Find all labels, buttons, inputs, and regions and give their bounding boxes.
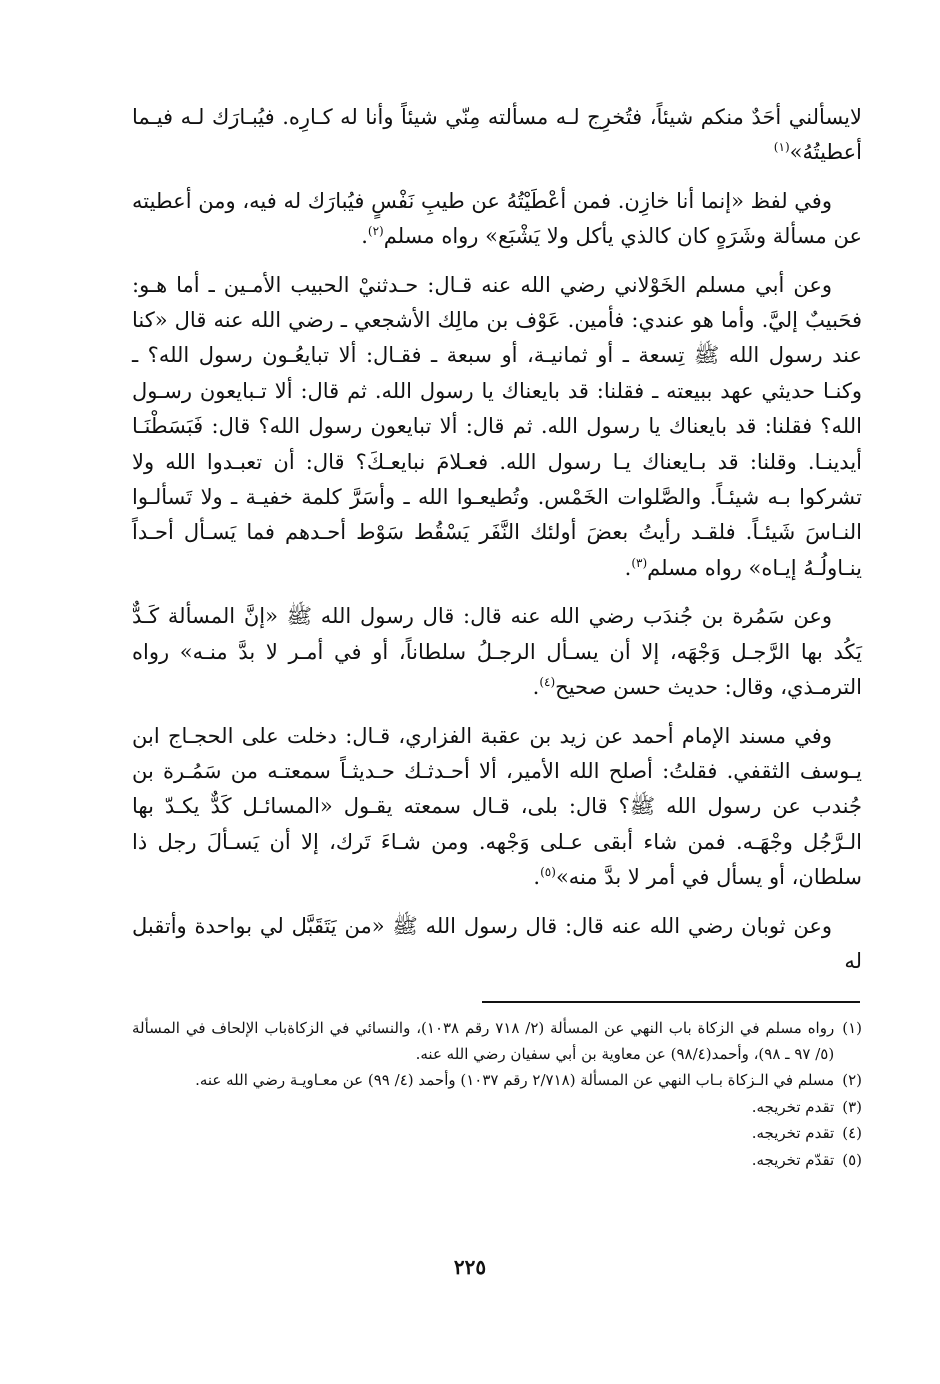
- paragraph: [132, 268, 862, 587]
- footnote-text: رواه مسلم في الزكاة باب النهي عن المسألة (٢/ ٧١٨ رقم ١٠٣٨)، والنسائي في الزكاةباب الإلحاف في المسألة (٥/ ٩٧ ـ ٩٨)، وأحمد(٩٨/٤) عن معاوية بن أبي سفيان رضي الله عنه.: [132, 1019, 835, 1063]
- footnote-marker: (٣): [631, 555, 648, 570]
- footnote-number: (٢): [842, 1071, 862, 1089]
- footnote-divider: [482, 1001, 860, 1003]
- footnote: [132, 1121, 862, 1147]
- paragraph-tail: .: [361, 224, 368, 249]
- footnote-marker: (٢): [367, 224, 384, 239]
- footnote-text: مسلم في الـزكاة بـاب النهي عن المسألة (٢/٧١٨ رقم ١٠٣٧) وأحمد (٤/ ٩٩) عن معـاويـة رضي الله عنه.: [195, 1071, 835, 1089]
- paragraph: [132, 719, 862, 896]
- paragraph-text: وعن سَمُرة بن جُندَب رضي الله عنه قال: قال رسول الله ﷺ «إنَّ المسألة كَـدٌّ يَكُد بها الرَّجـل وَجْهَه، إلا أن يسـأل الرجـلُ سلطاناً، أو في أمـر لا بدَّ منـه» رواه الترمـذي، وقال: حديث حسن صحيح: [132, 604, 862, 700]
- page-number: ٢٢٥: [453, 1255, 487, 1279]
- paragraph: [132, 100, 862, 171]
- paragraph-text: وفي مسند الإمام أحمد عن زيد بن عقبة الفزاري، قـال: دخلت على الحجـاج ابن يـوسف الثقفي. فقلتُ: أصلح الله الأمير، ألا أحـدثـك حـديثـاً سمعتـه من سَمُـرة بن جُندب عن رسول الله ﷺ؟ قال: بلى، قـال سمعته يقـول «المسائـل كَدٌّ يكـدّ بها الـرَّجُل وجْهَـه. فمن شاء أبقى عـلى وَجْهه. ومن شـاءَ تَرك، إلا أن يَسـألَ رجل ذا سلطان، أو يسأل في أمر لا بدَّ منه»: [132, 723, 862, 890]
- footnote-number: (٣): [842, 1097, 862, 1116]
- footnote-marker: (١): [773, 140, 790, 155]
- footnote-marker: (٥): [540, 865, 556, 880]
- footnote-number: (٤): [842, 1124, 862, 1142]
- paragraph-tail: .: [624, 555, 632, 580]
- footnotes: [132, 1016, 862, 1174]
- main-text: [132, 100, 862, 992]
- footnote-text: تقدّم تخريجه.: [751, 1150, 835, 1169]
- footnote-number: (٥): [842, 1150, 862, 1169]
- paragraph-text: وفي لفظ «إنما أنا خازِن. فمن أعْطَيْتُهُ عن طيبِ نَفْسٍ فيُبارَك له فيه، ومن أعطيته عن مسألة وشَرَهٍ كان كالذي يأكل ولا يَشْبَع» رواه مسلم: [132, 188, 862, 249]
- paragraph-text: لايسألني أحَدٌ منكم شيئاً، فتُخرِج لـه مسألته مِنّي شيئاً وأنا له كـارِه. فيُبـارَك لـه فيـما أعطيتُهُ»: [132, 105, 862, 165]
- footnote-marker: (٤): [539, 675, 556, 690]
- footnote: [132, 1148, 862, 1174]
- paragraph: [132, 909, 862, 980]
- paragraph: [132, 599, 862, 705]
- paragraph-tail: .: [533, 865, 541, 890]
- footnote-number: (١): [842, 1019, 862, 1037]
- paragraph-text: وعن ثوبان رضي الله عنه قال: قال رسول الله ﷺ «من يَتَقَبَّل لي بواحدة وأتقبل له: [132, 913, 862, 973]
- paragraph-tail: .: [532, 675, 540, 700]
- footnote-text: تقدم تخريجه.: [751, 1124, 835, 1142]
- footnote-text: تقدم تخريجه.: [751, 1097, 835, 1116]
- footnote: [132, 1016, 862, 1067]
- paragraph-text: وعن أبي مسلم الخَوْلاني رضي الله عنه قـال: حـدثنيْ الحبيب الأمـين ـ أما هـو: فحَبيبٌ إليَّ. وأما هو عندي: فأمين. عَوْف بن مالِك الأشجعي ـ رضي الله عنه قال «كنا عند رسول الله ﷺ تِسعة ـ أو ثمانيـة، أو سبعة ـ فقـال: ألا تبايعُـون رسول الله؟ ـ وكنـا حديثي عهد ببيعته ـ فقلنا: قد بايعناك يا رسول الله. ثم قال: ألا تـبايعون رسـول الله؟ فقلنا: قد بايعناك يا رسول الله. ثم قال: ألا تبايعون رسول الله؟ قال: فَبَسَطْنَـا أيدينـا. وقلنا: قد بـايعناك يـا رسول الله. فعـلامَ نبايعـكَ؟ قال: أن تعبـدوا الله ولا تشركوا بـه شيئـاً. والصَّلوات الخَمْس. وتُطيعـوا الله ـ وأسَرَّ كلمة خفيـة ـ ولا تَسألـوا النـاسَ شَيئـاً. فلقـد رأيتُ بعضَ أولئك النَّفَر يَسْقُط سَوْط أحـدهم فما يَسـأل أحـداً ينـاولُـهُ إيـاه» رواه مسلم: [132, 272, 862, 580]
- paragraph: [132, 184, 862, 255]
- footnote: [132, 1095, 862, 1121]
- footnote: [132, 1068, 862, 1094]
